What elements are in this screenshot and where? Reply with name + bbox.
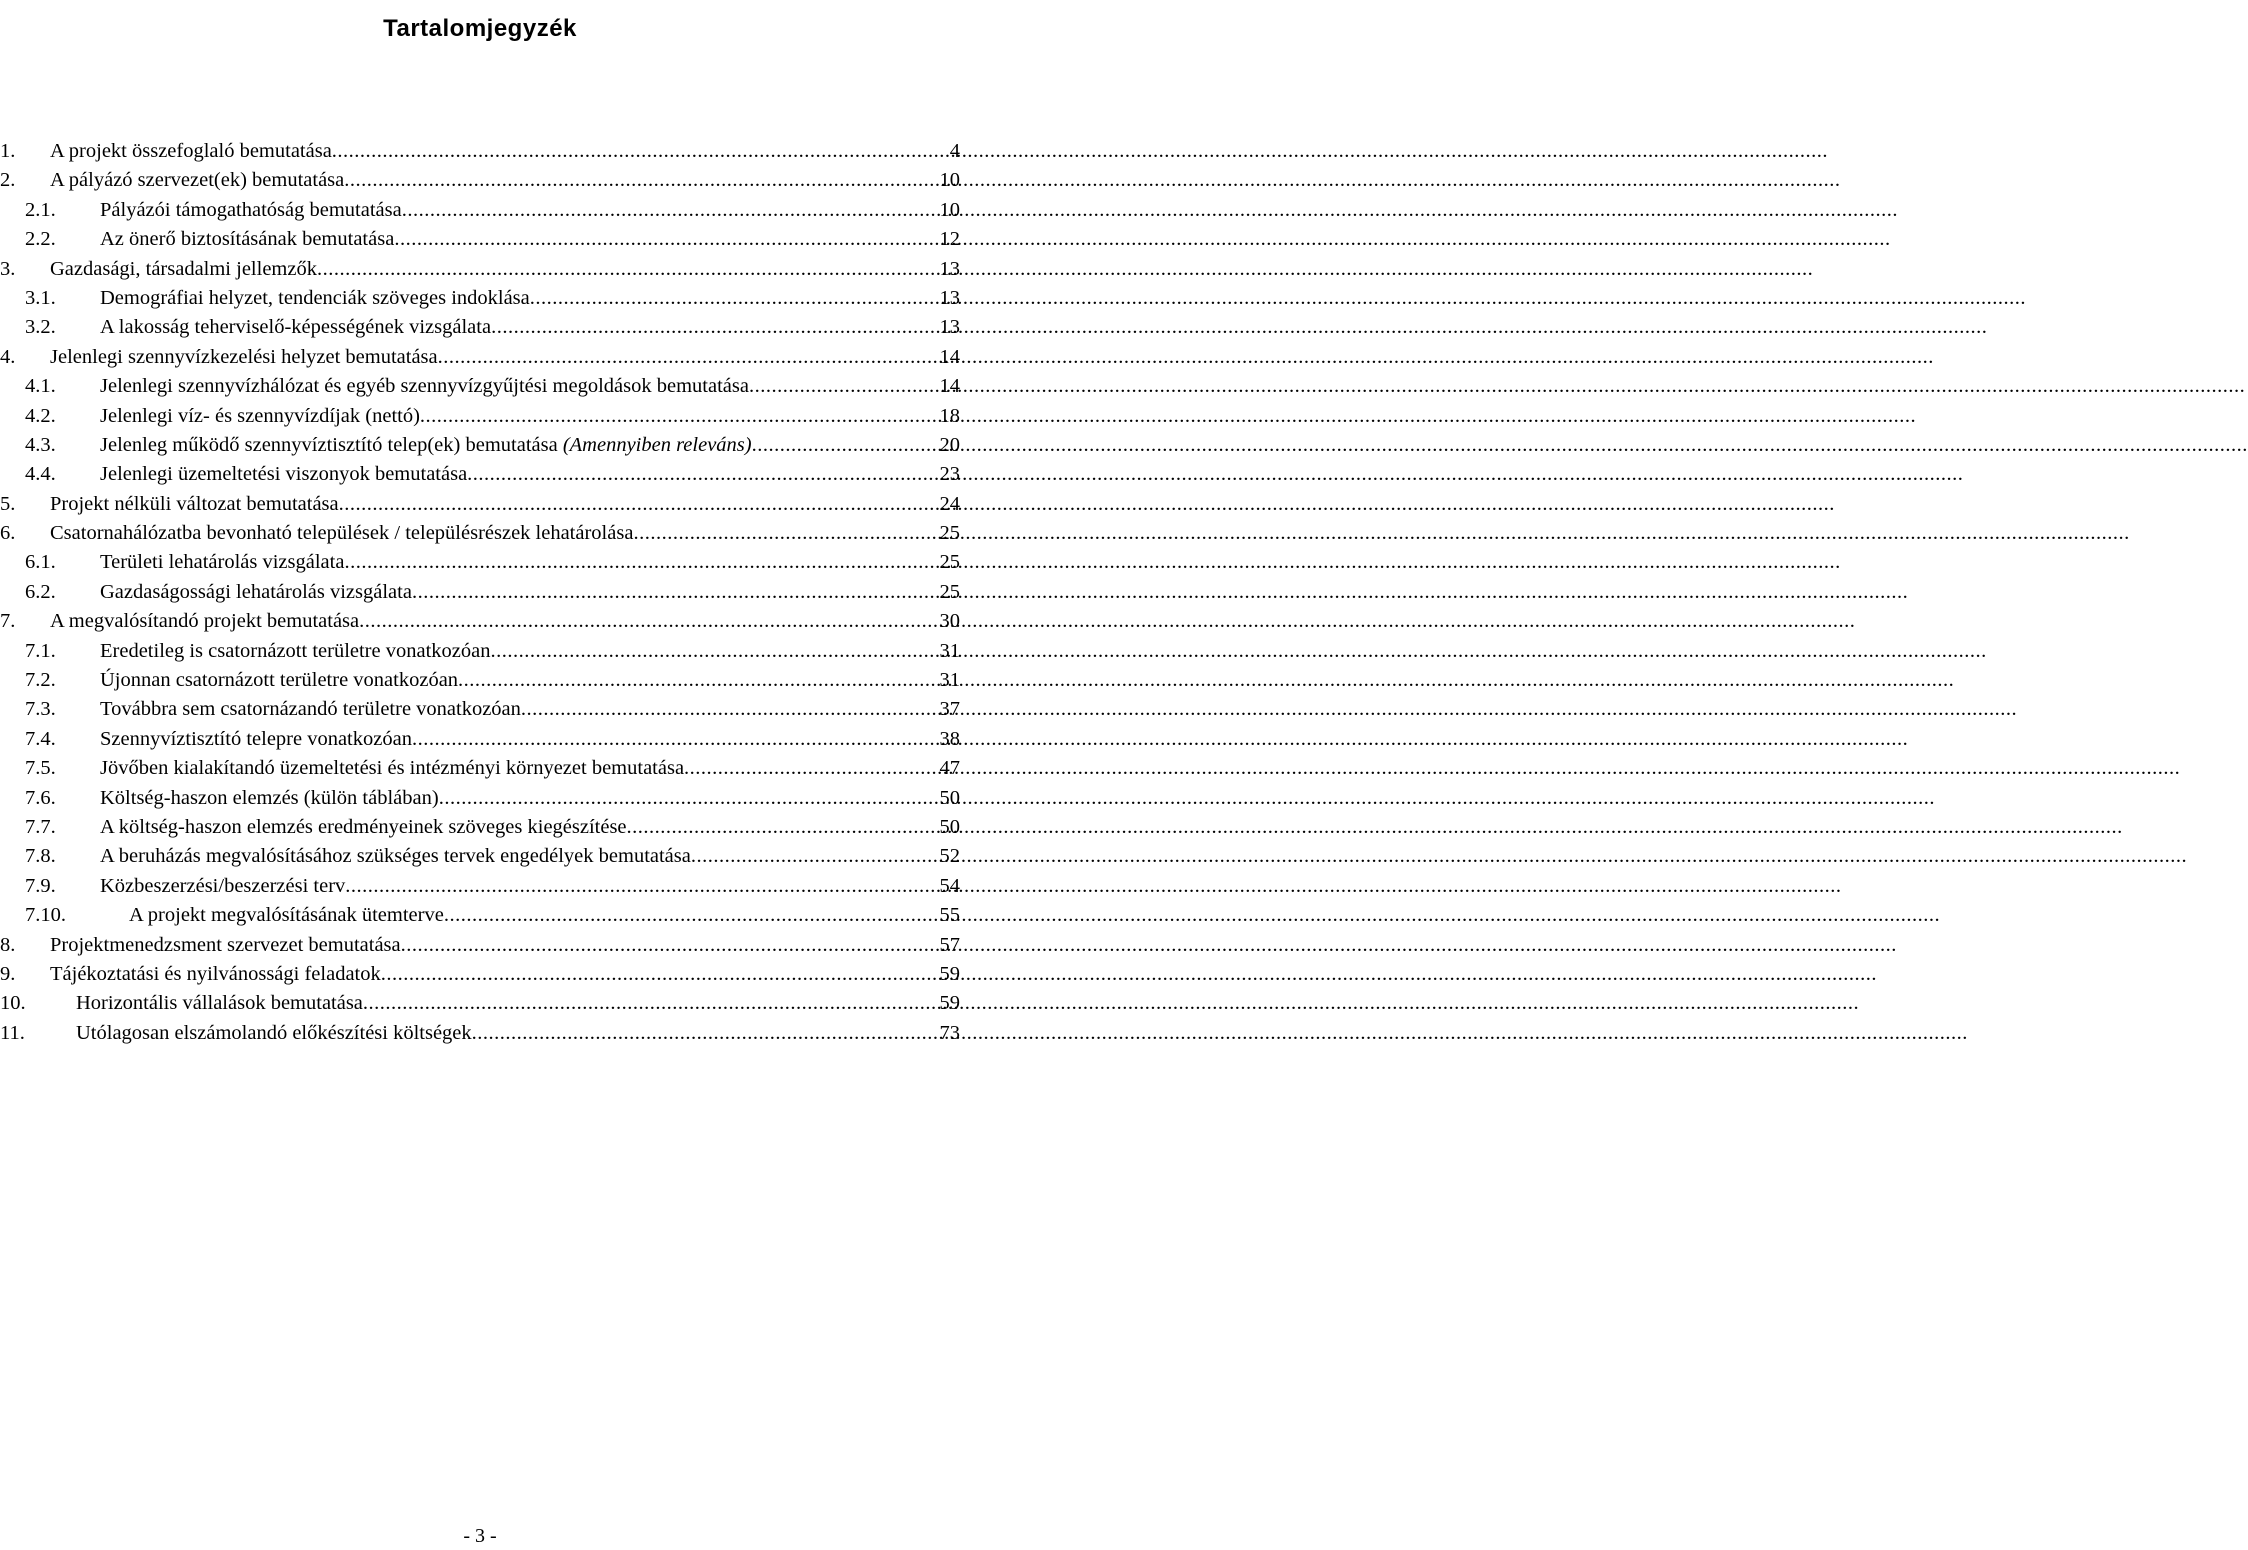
toc-entry-title-text: Projekt nélküli változat bemutatása: [50, 492, 339, 515]
toc-entry-title: [100, 578, 412, 607]
toc-entry[interactable]: [0, 313, 960, 342]
toc-entry[interactable]: [0, 1019, 960, 1048]
toc-entry-title-text: Jelenlegi üzemeltetési viszonyok bemutatása: [100, 463, 468, 486]
dot-leader: [491, 313, 938, 342]
toc-entry[interactable]: [0, 284, 960, 313]
dot-leader: [412, 725, 939, 754]
toc-entry-number: 2.1.: [25, 198, 56, 221]
toc-entry-page: 13: [939, 257, 960, 280]
toc-entry[interactable]: [0, 695, 960, 724]
toc-entry-title-text: A pályázó szervezet(ek) bemutatása: [50, 169, 345, 192]
toc-entry-page: 47: [939, 757, 960, 780]
toc-entry-title: [100, 813, 627, 842]
toc-entry-number: 7.5.: [25, 757, 56, 780]
toc-entry-page: 54: [939, 874, 960, 897]
dot-leader: [490, 637, 938, 666]
toc-entry-title-text: Területi lehatárolás vizsgálata: [100, 551, 345, 574]
toc-entry-title-italic: (Amennyiben releváns): [562, 433, 752, 456]
toc-entry[interactable]: [0, 637, 960, 666]
toc-entry-number: 7.7.: [25, 815, 56, 838]
dot-leader: [345, 872, 938, 901]
toc-entry-title-text: Jövőben kialakítandó üzemeltetési és intézményi környezet bemutatása: [100, 757, 685, 780]
toc-entry-title: [100, 725, 412, 754]
toc-entry-page: 13: [939, 316, 960, 339]
toc-entry[interactable]: [0, 372, 960, 401]
toc-entry-number: 7.: [0, 610, 16, 633]
toc-entry-title-text: Gazdasági, társadalmi jellemzők: [50, 257, 317, 280]
dot-leader: [332, 137, 949, 166]
toc-entry-title-text: Újonnan csatornázott területre vonatkozóan: [100, 669, 459, 692]
toc-entry-title-text: Az önerő biztosításának bemutatása: [100, 228, 395, 251]
toc-entry-number: 3.2.: [25, 316, 56, 339]
toc-entry-number: 2.2.: [25, 228, 56, 251]
toc-entry-title-text: A megvalósítandó projekt bemutatása: [50, 610, 360, 633]
toc-entry-page: 59: [939, 962, 960, 985]
toc-entry[interactable]: [0, 166, 960, 195]
toc-entry-title-text: Pályázói támogathatóság bemutatása: [100, 198, 402, 221]
toc-entry[interactable]: [0, 607, 960, 636]
dot-leader: [344, 166, 938, 195]
toc-entry-title: [100, 872, 345, 901]
toc-entry[interactable]: [0, 754, 960, 783]
toc-entry-title: [100, 313, 491, 342]
toc-entry-title-text: Demográfiai helyzet, tendenciák szöveges indoklása: [100, 286, 530, 309]
toc-entry-title-text: A beruházás megvalósításához szükséges tervek engedélyek bemutatása: [100, 845, 691, 868]
toc-entry-page: 73: [939, 1021, 960, 1044]
toc-entry-title-text: Jelenlegi szennyvízkezelési helyzet bemutatása: [50, 345, 438, 368]
toc-entry-number: 7.2.: [25, 669, 56, 692]
toc-entry-number: 7.4.: [25, 727, 56, 750]
toc-entry-number: 6.: [0, 522, 16, 545]
toc-entry[interactable]: [0, 666, 960, 695]
toc-entry-number: 7.10.: [25, 904, 66, 927]
toc-entry-title: [100, 372, 749, 401]
toc-entry-page: 18: [939, 404, 960, 427]
toc-entry-title: [129, 901, 444, 930]
toc-entry[interactable]: [0, 431, 960, 460]
toc-entry[interactable]: [0, 343, 960, 372]
dot-leader: [438, 343, 939, 372]
table-of-contents: [0, 137, 960, 1048]
toc-entry-page: 25: [939, 551, 960, 574]
toc-entry-page: 59: [939, 992, 960, 1015]
toc-entry-number: 7.8.: [25, 845, 56, 868]
dot-leader: [633, 519, 938, 548]
toc-entry-title: [50, 343, 438, 372]
toc-entry[interactable]: [0, 578, 960, 607]
dot-leader: [752, 431, 939, 460]
toc-entry-title-text: Csatornahálózatba bevonható települések / településrészek lehatárolása: [50, 522, 634, 545]
dot-leader: [691, 842, 939, 871]
toc-entry-number: 5.: [0, 492, 16, 515]
toc-entry-title: [50, 255, 317, 284]
dot-leader: [749, 372, 939, 401]
toc-entry-page: 30: [939, 610, 960, 633]
toc-entry-page: 25: [939, 522, 960, 545]
dot-leader: [401, 931, 939, 960]
dot-leader: [359, 607, 938, 636]
toc-entry[interactable]: [0, 784, 960, 813]
toc-entry[interactable]: [0, 960, 960, 989]
toc-entry-title-text: A projekt megvalósításának ütemterve: [129, 904, 444, 927]
toc-entry-number: 2.: [0, 169, 16, 192]
toc-entry-page: 20: [939, 433, 960, 456]
toc-entry-number: 3.1.: [25, 286, 56, 309]
toc-entry[interactable]: [0, 402, 960, 431]
toc-entry-title: [50, 960, 381, 989]
toc-entry-number: 6.2.: [25, 580, 56, 603]
toc-entry-title-text: Utólagosan elszámolandó előkészítési költségek: [76, 1021, 472, 1044]
toc-entry-title-text: Tájékoztatási és nyilvánossági feladatok: [50, 962, 381, 985]
toc-entry[interactable]: [0, 725, 960, 754]
toc-entry-page: 38: [939, 727, 960, 750]
toc-entry-page: 24: [939, 492, 960, 515]
toc-entry-number: 7.3.: [25, 698, 56, 721]
toc-entry-page: 37: [939, 698, 960, 721]
toc-entry-number: 1.: [0, 140, 16, 162]
toc-entry-number: 10.: [0, 992, 26, 1015]
toc-entry-title-text: A lakosság teherviselő-képességének vizsgálata: [100, 316, 492, 339]
toc-entry-title: [50, 931, 401, 960]
toc-entry[interactable]: [0, 490, 960, 519]
toc-entry-title-text: Közbeszerzési/beszerzési terv: [100, 874, 346, 897]
toc-entry-title: [50, 166, 344, 195]
toc-entry[interactable]: [0, 813, 960, 842]
toc-entry-page: 10: [939, 198, 960, 221]
toc-entry-title-text: Gazdaságossági lehatárolás vizsgálata: [100, 580, 412, 603]
toc-entry[interactable]: [0, 196, 960, 225]
toc-entry-number: 7.9.: [25, 874, 56, 897]
dot-leader: [521, 695, 939, 724]
dot-leader: [412, 578, 939, 607]
toc-entry-title: [100, 402, 420, 431]
toc-entry[interactable]: [0, 255, 960, 284]
toc-entry-title: [100, 695, 521, 724]
dot-leader: [467, 460, 938, 489]
toc-entry-page: 23: [939, 463, 960, 486]
toc-entry[interactable]: [0, 460, 960, 489]
toc-entry-title: [100, 548, 344, 577]
toc-entry[interactable]: [0, 548, 960, 577]
dot-leader: [402, 196, 939, 225]
toc-entry[interactable]: [0, 137, 960, 166]
toc-entry-title: [100, 666, 458, 695]
dot-leader: [381, 960, 939, 989]
dot-leader: [317, 255, 939, 284]
toc-entry-title-text: Jelenleg működő szennyvíztisztító telep(ek) bemutatása: [100, 433, 563, 456]
toc-entry-page: 4: [949, 140, 960, 162]
toc-entry-title: [100, 460, 467, 489]
dot-leader: [444, 901, 939, 930]
toc-entry[interactable]: [0, 989, 960, 1018]
dot-leader: [344, 548, 938, 577]
toc-entry-number: 8.: [0, 933, 16, 956]
toc-entry-title-text: Jelenlegi víz- és szennyvízdíjak (nettó): [100, 404, 420, 427]
toc-entry-title: [50, 519, 633, 548]
page-title: Tartalomjegyzék: [383, 15, 577, 43]
toc-entry[interactable]: [0, 842, 960, 871]
toc-entry-title-text: Horizontális vállalások bemutatása: [76, 992, 363, 1015]
toc-entry-title-text: A költség-haszon elemzés eredményeinek szöveges kiegészítése: [100, 815, 627, 838]
toc-entry-title-text: Továbbra sem csatornázandó területre vonatkozóan: [100, 698, 521, 721]
toc-entry-title: [50, 607, 359, 636]
dot-leader: [530, 284, 939, 313]
toc-entry-number: 7.1.: [25, 639, 56, 662]
dot-leader: [363, 989, 939, 1018]
toc-entry[interactable]: [0, 931, 960, 960]
toc-entry-page: 31: [939, 669, 960, 692]
toc-entry-page: 14: [939, 345, 960, 368]
toc-entry-title-text: Költség-haszon elemzés (külön táblában): [100, 786, 439, 809]
dot-leader: [627, 813, 939, 842]
toc-entry-title: [100, 225, 394, 254]
toc-entry-title: [100, 637, 490, 666]
toc-entry-title: [100, 431, 752, 460]
toc-entry-page: 10: [939, 169, 960, 192]
toc-entry-title-text: Projektmenedzsment szervezet bemutatása: [50, 933, 401, 956]
dot-leader: [439, 784, 939, 813]
toc-entry-number: 4.4.: [25, 463, 56, 486]
toc-entry-number: 4.2.: [25, 404, 56, 427]
toc-entry-title-text: A projekt összefoglaló bemutatása: [50, 140, 332, 162]
dot-leader: [472, 1019, 939, 1048]
toc-entry-title-text: Eredetileg is csatornázott területre vonatkozóan: [100, 639, 491, 662]
toc-entry-page: 31: [939, 639, 960, 662]
toc-entry-title: [50, 137, 332, 166]
page-number-footer: - 3 -: [463, 1525, 497, 1547]
toc-entry-title: [50, 490, 339, 519]
toc-entry[interactable]: [0, 901, 960, 930]
toc-entry-title: [100, 284, 530, 313]
toc-entry-title: [100, 754, 684, 783]
toc-entry-number: 11.: [0, 1021, 25, 1044]
toc-entry-page: 25: [939, 580, 960, 603]
toc-entry-page: 14: [939, 375, 960, 398]
document-page: [0, 0, 960, 1550]
toc-entry-page: 50: [939, 815, 960, 838]
toc-entry-page: 57: [939, 933, 960, 956]
toc-entry-page: 55: [939, 904, 960, 927]
toc-entry-page: 52: [939, 845, 960, 868]
dot-leader: [420, 402, 939, 431]
toc-entry-page: 50: [939, 786, 960, 809]
dot-leader: [458, 666, 938, 695]
toc-entry-number: 4.: [0, 345, 16, 368]
toc-entry-title-text: Szennyvíztisztító telepre vonatkozóan: [100, 727, 412, 750]
toc-entry[interactable]: [0, 519, 960, 548]
toc-entry-title-text: Jelenlegi szennyvízhálózat és egyéb szennyvízgyűjtési megoldások bemutatása: [100, 375, 749, 398]
dot-leader: [394, 225, 938, 254]
toc-entry-number: 9.: [0, 962, 16, 985]
toc-entry-number: 7.6.: [25, 786, 56, 809]
toc-entry-number: 4.1.: [25, 375, 56, 398]
dot-leader: [684, 754, 938, 783]
toc-entry-title: [100, 784, 439, 813]
toc-entry[interactable]: [0, 872, 960, 901]
toc-entry-title: [76, 989, 363, 1018]
toc-entry[interactable]: [0, 225, 960, 254]
toc-entry-page: 13: [939, 286, 960, 309]
dot-leader: [339, 490, 939, 519]
toc-entry-title: [76, 1019, 472, 1048]
toc-entry-number: 6.1.: [25, 551, 56, 574]
toc-entry-page: 12: [939, 228, 960, 251]
toc-entry-title: [100, 196, 402, 225]
toc-entry-number: 3.: [0, 257, 16, 280]
toc-entry-title: [100, 842, 691, 871]
toc-entry-number: 4.3.: [25, 433, 56, 456]
